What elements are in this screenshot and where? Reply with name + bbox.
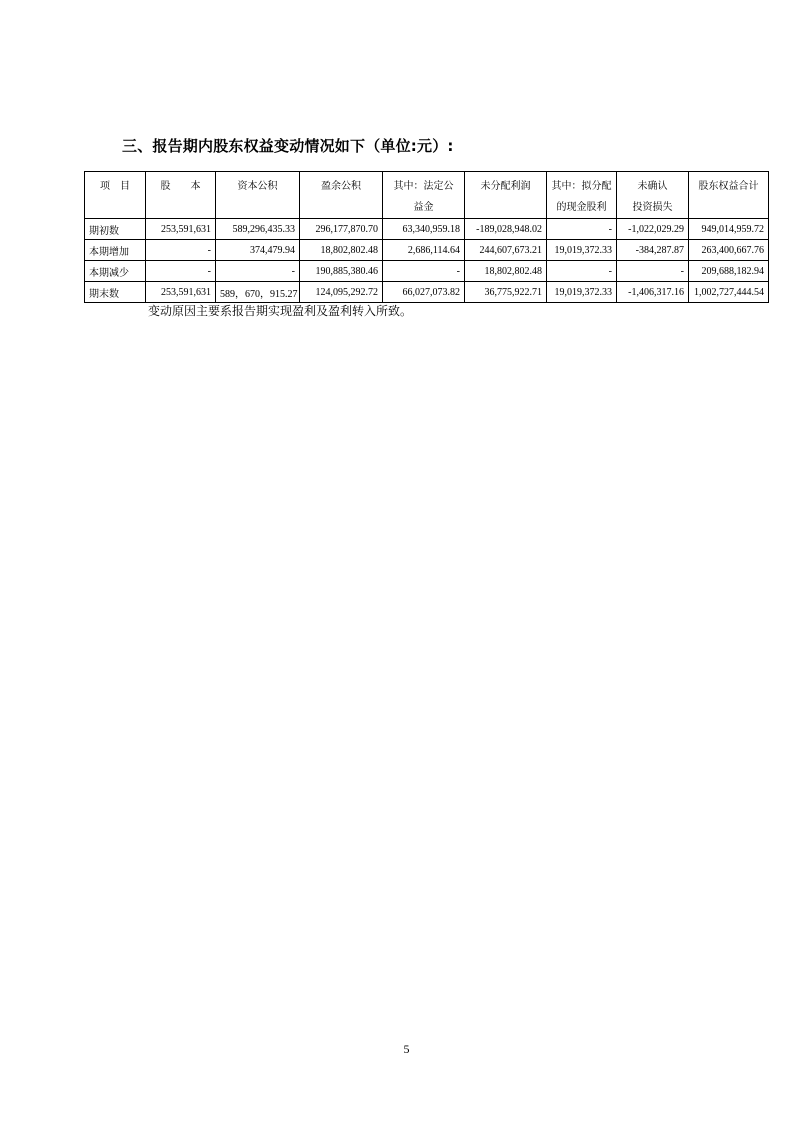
table-cell: 253,591,631 [146,282,216,303]
table-cell: 589，670，915.27 [216,282,300,303]
table-cell: - [216,261,300,282]
row-label: 本期增加 [85,240,146,261]
column-header: 其中：法定公 益金 [383,172,465,219]
column-header: 股东权益合计 [689,172,769,219]
table-cell: -1,406,317.16 [617,282,689,303]
table-cell: -384,287.87 [617,240,689,261]
row-label: 本期减少 [85,261,146,282]
table-cell: - [383,261,465,282]
table-row [85,219,769,240]
column-header: 盈余公积 [300,172,383,219]
table-row [85,282,769,303]
row-label: 期初数 [85,219,146,240]
table-cell: 589,296,435.33 [216,219,300,240]
table-cell: 190,885,380.46 [300,261,383,282]
column-header: 股 本 [146,172,216,219]
table-cell: 296,177,870.70 [300,219,383,240]
table-cell: 949,014,959.72 [689,219,769,240]
equity-change-table [84,171,769,303]
table-cell: 124,095,292.72 [300,282,383,303]
table-body [85,219,769,303]
table-cell: - [146,240,216,261]
column-header: 未分配利润 [465,172,547,219]
table-row [85,240,769,261]
page-number: 5 [403,1042,410,1056]
table-cell: 19,019,372.33 [547,240,617,261]
table-cell: 253,591,631 [146,219,216,240]
table-cell: 36,775,922.71 [465,282,547,303]
table-header-row [85,172,769,219]
change-reason-note: 变动原因主要系报告期实现盈利及盈利转入所致。 [148,304,413,318]
table-cell: 1,002,727,444.54 [689,282,769,303]
table-cell: 66,027,073.82 [383,282,465,303]
table-cell: 263,400,667.76 [689,240,769,261]
table-cell: - [617,261,689,282]
table-cell: 63,340,959.18 [383,219,465,240]
column-header: 资本公积 [216,172,300,219]
table-cell: 18,802,802.48 [465,261,547,282]
table-cell: -189,028,948.02 [465,219,547,240]
table-cell: - [547,261,617,282]
table-cell: 374,479.94 [216,240,300,261]
column-header: 未确认 投资损失 [617,172,689,219]
column-header: 项 目 [85,172,146,219]
table-cell: -1,022,029.29 [617,219,689,240]
table-cell: 18,802,802.48 [300,240,383,261]
table-cell: 19,019,372.33 [547,282,617,303]
table-cell: - [547,219,617,240]
table-row [85,261,769,282]
row-label: 期末数 [85,282,146,303]
table-cell: 244,607,673.21 [465,240,547,261]
table-cell: 209,688,182.94 [689,261,769,282]
section-title: 三、报告期内股东权益变动情况如下（单位:元）: [122,137,454,155]
table-cell: - [146,261,216,282]
table-cell: 2,686,114.64 [383,240,465,261]
column-header: 其中：拟分配 的现金股利 [547,172,617,219]
